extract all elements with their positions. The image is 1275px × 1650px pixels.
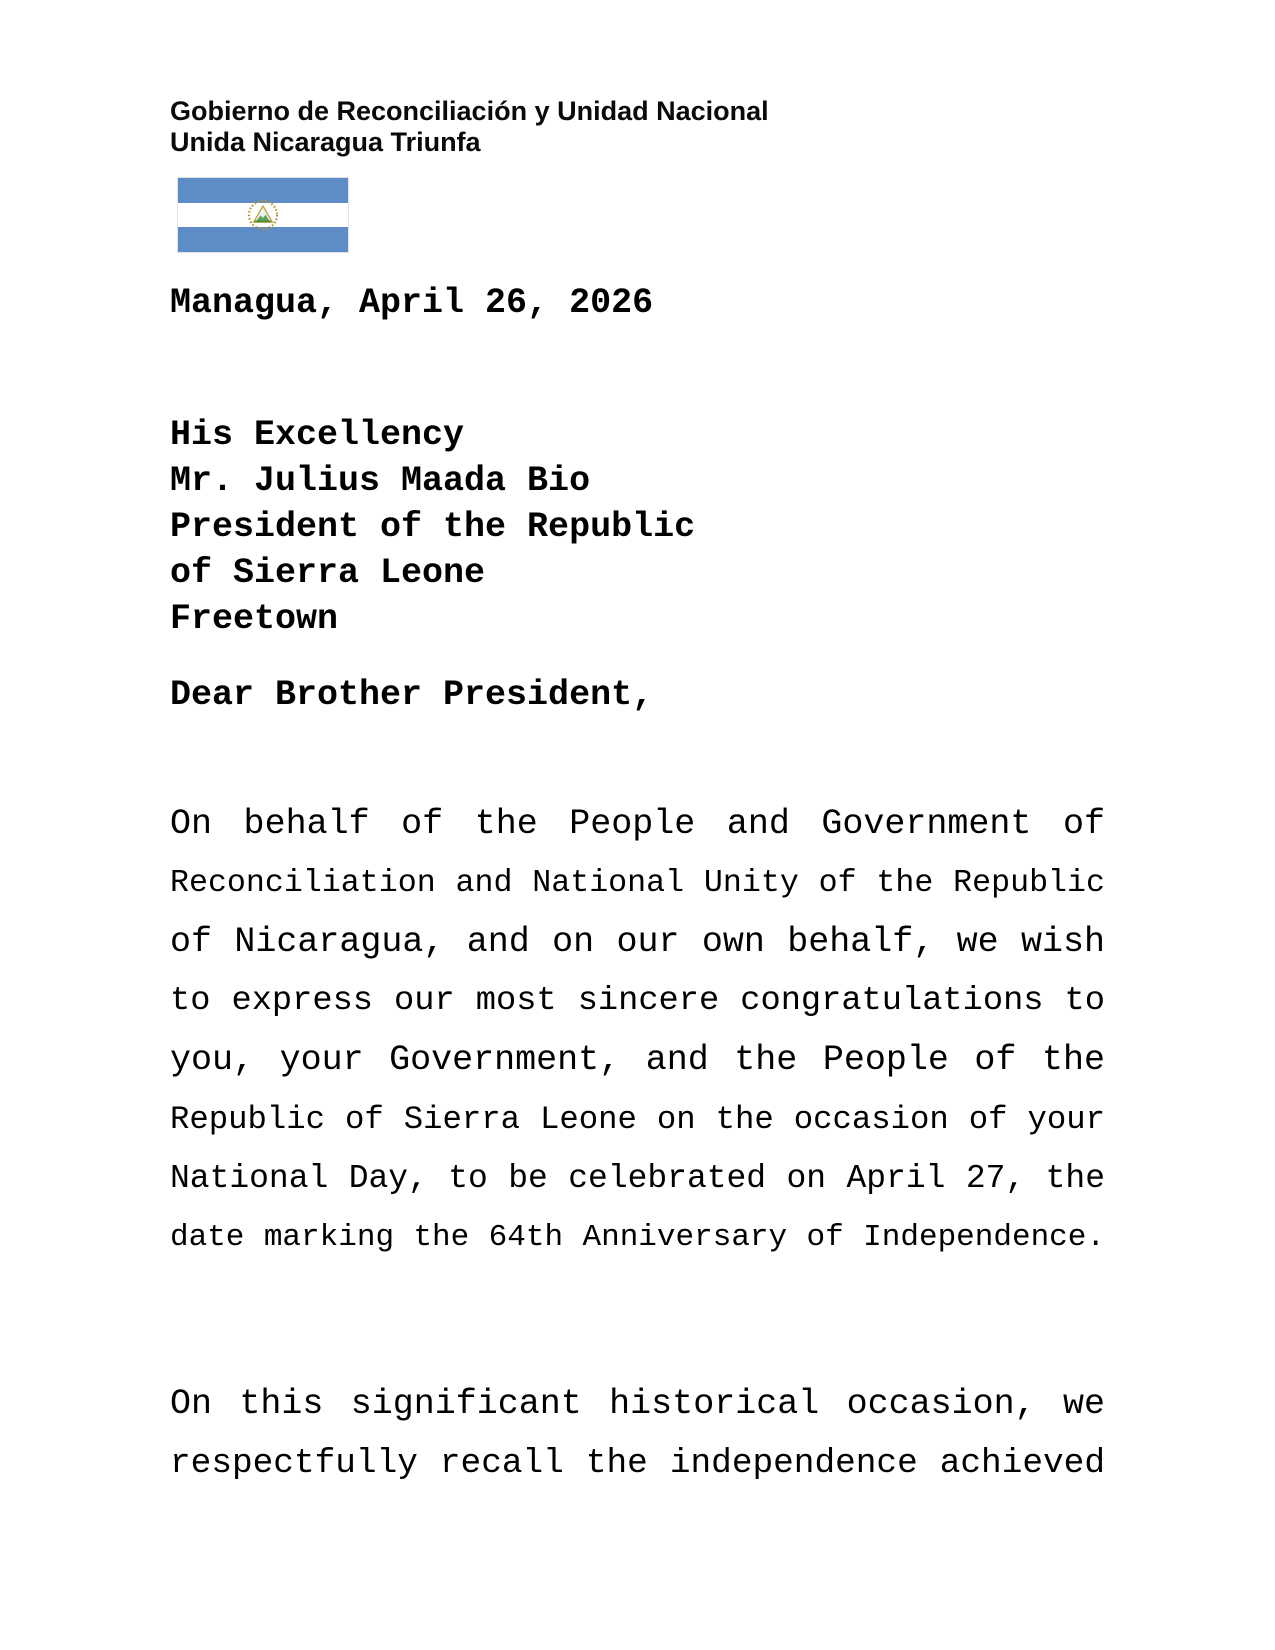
salutation: Dear Brother President, — [170, 675, 654, 715]
body-line: respectfully recall the independence achieved — [170, 1444, 1105, 1483]
dateline: Managua, April 26, 2026 — [170, 283, 654, 323]
body-line: Republic of Sierra Leone on the occasion of your — [170, 1101, 1105, 1138]
body-line: National Day, to be celebrated on April 27, the — [170, 1160, 1105, 1197]
recipient-line: Freetown — [170, 599, 339, 639]
recipient-line: Mr. Julius Maada Bio — [170, 461, 591, 501]
recipient-block — [170, 412, 695, 642]
body-line: of Nicaragua, and on our own behalf, we wish — [170, 922, 1105, 962]
body-line: On this significant historical occasion, we — [170, 1384, 1105, 1424]
body-line: On behalf of the People and Government of — [170, 804, 1105, 844]
recipient-line: President of the Republic — [170, 507, 696, 547]
letterhead — [170, 96, 769, 158]
body-paragraph — [170, 1375, 1105, 1493]
body-paragraph — [170, 795, 1105, 1267]
nicaragua-coat-of-arms-icon — [246, 198, 280, 232]
letterhead-org-line-1: Gobierno de Reconciliación y Unidad Nacional — [170, 96, 769, 126]
body-line: Reconciliation and National Unity of the Republic — [170, 866, 1105, 901]
body-line: date marking the 64th Anniversary of Independence. — [170, 1220, 1105, 1255]
nicaragua-flag-image — [177, 177, 349, 253]
letterhead-org-line-2: Unida Nicaragua Triunfa — [170, 127, 481, 157]
body-line: you, your Government, and the People of the — [170, 1040, 1105, 1080]
recipient-line: His Excellency — [170, 415, 465, 455]
body-line: to express our most sincere congratulations to — [170, 982, 1105, 1020]
recipient-line: of Sierra Leone — [170, 553, 486, 593]
